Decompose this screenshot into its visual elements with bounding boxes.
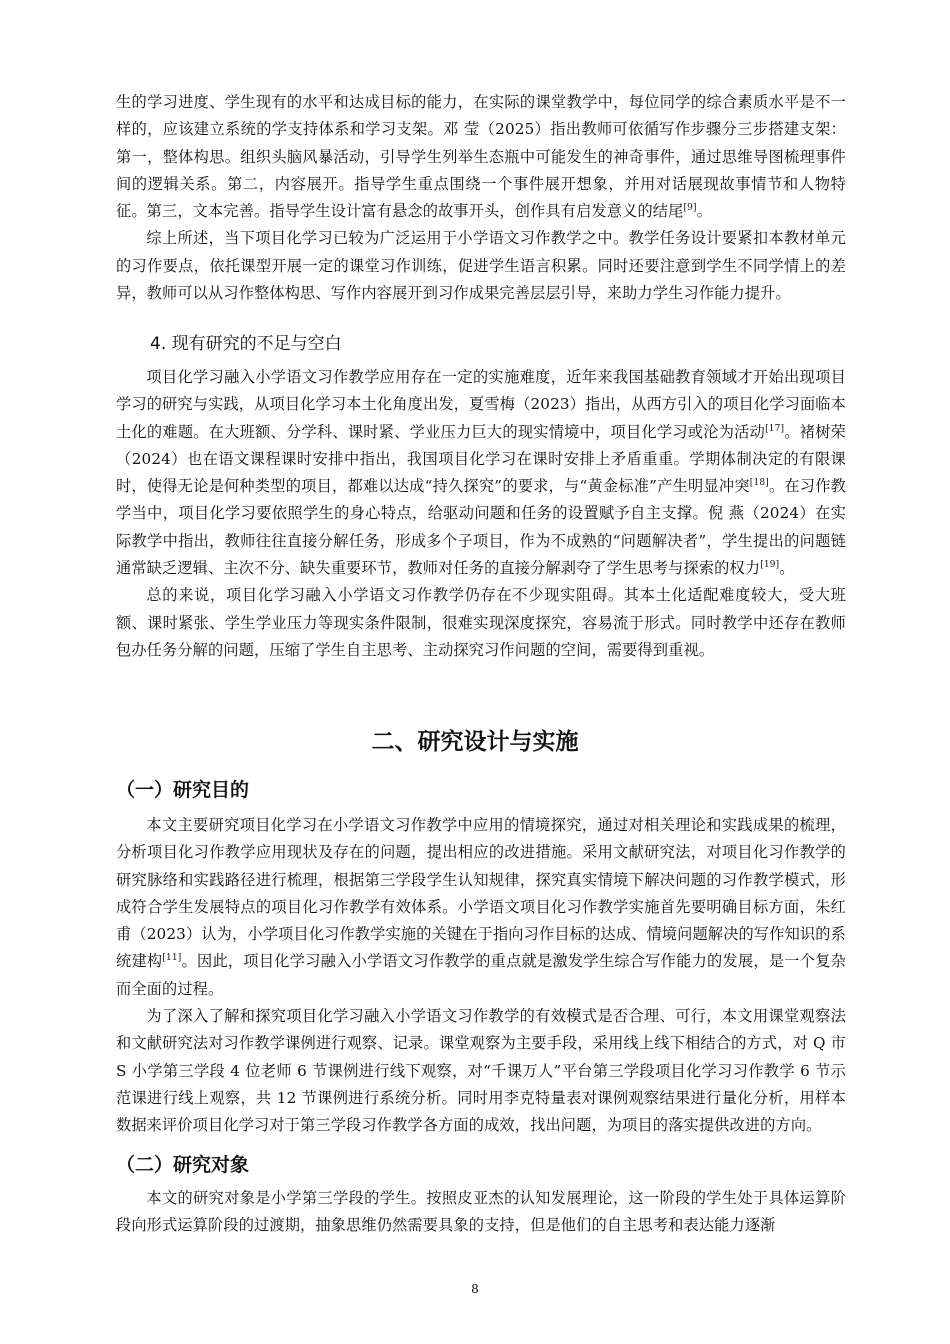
paragraph-text: 。褚树荣（2024）也在语文课程课时安排中指出，我国项目化学习在课时安排上矛盾重重。学期体制决定的有限课时，使得无论是何种类型的项目，都难以达成“持久探究”的要求，与“黄金标准”产生明显冲突 <box>116 422 846 496</box>
research-gap-section <box>116 364 846 664</box>
purpose-section <box>116 812 846 1140</box>
paragraph-text: 。 <box>696 202 713 221</box>
paragraph-text: 项目化学习融入小学语文习作教学应用存在一定的实施难度，近年来我国基础教育领域才开始出现项目学习的研究与实践，从项目化学习本土化角度出发，夏雪梅（2023）指出，从西方引入的项目化学习面临本土化的难题。在大班额、分学科、课时紧、学业压力巨大的现实情境中，项目化学习或沦为活动 <box>116 368 846 441</box>
paragraph: 为了深入了解和探究项目化学习融入小学语文习作教学的有效模式是否合理、可行，本文用课堂观察法和文献研究法对习作教学课例进行观察、记录。课堂观察为主要手段，采用线上线下相结合的方式，对 Q 市 S 小学第三学段 4 位老师 6 节课例进行线下观察，对“千课万人”平台第三学段项目化学习习作教学 6 节示范课进行线上观察，共 12 节课例进行系统分析。同时用李克特量表对课例观察结果进行量化分析，用样本数据来评价项目化学习对于第三学段习作教学各方面的成效，找出问题，为项目的落实提供改进的方向。 <box>116 1007 846 1135</box>
paragraph <box>116 364 846 582</box>
paragraph: 总的来说，项目化学习融入小学语文习作教学仍存在不少现实阻碍。其本土化适配难度较大，受大班额、课时紧张、学生学业压力等现实条件限制，很难实现深度探究，容易流于形式。同时教学中还存在教师包办任务分解的问题，压缩了学生自主思考、主动探究习作问题的空间，需要得到重视。 <box>116 586 846 659</box>
paragraph-text: 。在习作教学当中，项目化学习要依照学生的身心特点，给驱动问题和任务的设置赋予自主支撑。倪 燕（2024）在实际教学中指出，教师往往直接分解任务，形成多个子项目，作为不成熟的“问题解决者”，学生提出的问题链通常缺乏逻辑、主次不分、缺失重要环节，教师对任务的直接分解剥夺了学生思考与探索的权力 <box>116 477 847 578</box>
paragraph <box>116 812 846 1003</box>
paragraph <box>116 89 846 225</box>
citation-ref: [9] <box>683 203 697 214</box>
paragraph: 本文的研究对象是小学第三学段的学生。按照皮亚杰的认知发展理论，这一阶段的学生处于具体运算阶段向形式运算阶段的过渡期，抽象思维仍然需要具象的支持，但是他们的自主思考和表达能力逐渐 <box>116 1189 846 1235</box>
subjects-section <box>116 1185 846 1240</box>
paragraph-text: 本文主要研究项目化学习在小学语文习作教学中应用的情境探究，通过对相关理论和实践成果的梳理，分析项目化习作教学应用现状及存在的问题，提出相应的改进措施。采用文献研究法，对项目化习作教学的研究脉络和实践路径进行梳理，根据第三学段学生认知规律，探究真实情境下解决问题的习作教学模式，形成符合学生发展特点的项目化习作教学有效体系。小学语文项目化习作教学实施首先要明确目标方面，朱红甫（2023）认为，小学项目化习作教学实施的关键在于指向习作目标的达成、情境问题解决的写作知识的系统建构 <box>116 816 846 971</box>
section-heading-subjects: （二）研究对象 <box>116 1154 250 1176</box>
citation-ref: [19] <box>760 560 780 571</box>
subsection-heading: 4. 现有研究的不足与空白 <box>150 334 342 354</box>
page-number: 8 <box>471 1282 479 1296</box>
citation-ref: [17] <box>765 423 785 434</box>
citation-ref: [18] <box>749 478 769 489</box>
continuation-section <box>116 89 846 307</box>
paragraph-text: 生的学习进度、学生现有的水平和达成目标的能力，在实际的课堂教学中，每位同学的综合素质水平是不一样的，应该建立系统的学支持体系和学习支架。邓 莹（2025）指出教师可依循写作步骤分三步搭建支架：第一，整体构思。组织头脑风暴活动，引导学生列举生态瓶中可能发生的神奇事件，通过思维导图梳理事件间的逻辑关系。第二，内容展开。指导学生重点围绕一个事件展开想象，并用对话展现故事情节和人物特征。第三，文本完善。指导学生设计富有悬念的故事开头，创作具有启发意义的结尾 <box>116 93 846 221</box>
citation-ref: [11] <box>162 953 182 964</box>
paragraph-text: 。 <box>779 559 795 578</box>
chapter-title: 二、研究设计与实施 <box>371 729 579 755</box>
paragraph-text: 。因此，项目化学习融入小学语文习作教学的重点就是激发学生综合写作能力的发展，是一个复杂而全面的过程。 <box>116 952 847 998</box>
section-heading-purpose: （一）研究目的 <box>116 779 250 801</box>
paragraph: 综上所述，当下项目化学习已较为广泛运用于小学语文习作教学之中。教学任务设计要紧扣本教材单元的习作要点，依托课型开展一定的课堂习作训练，促进学生语言积累。同时还要注意到学生不同学情上的差异，教师可以从习作整体构思、写作内容展开到习作成果完善层层引导，来助力学生习作能力提升。 <box>116 229 846 303</box>
